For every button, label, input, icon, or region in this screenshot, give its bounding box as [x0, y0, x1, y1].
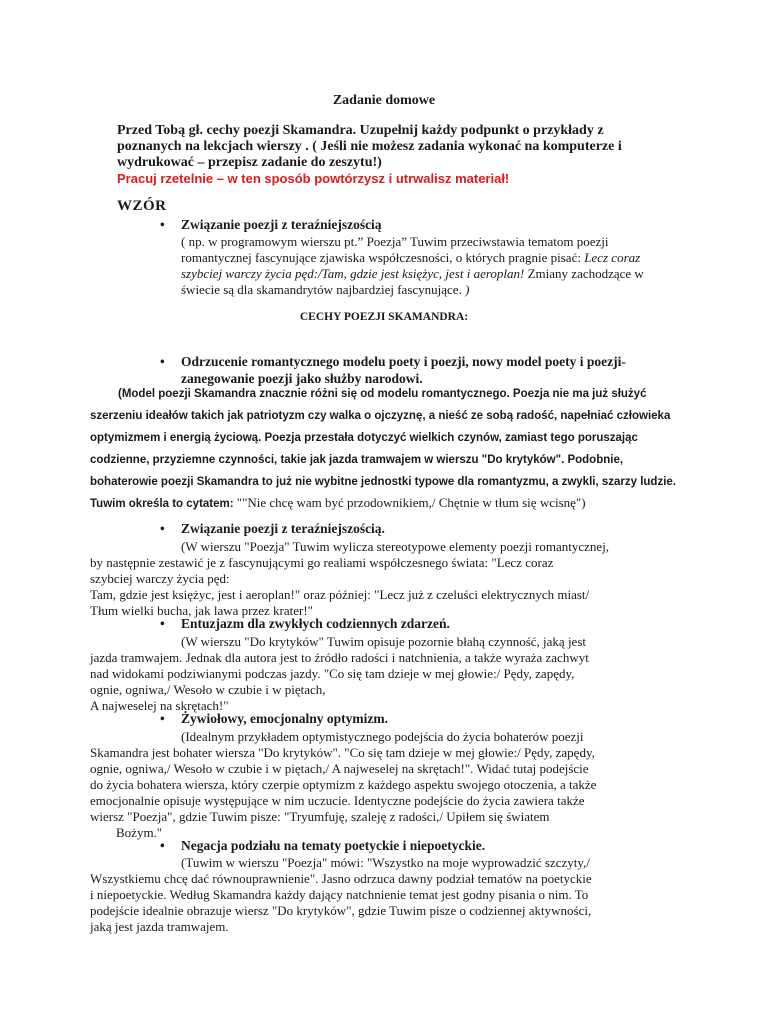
bullet-icon: •	[160, 616, 165, 631]
item-5-heading: • Negacja podziału na tematy poetyckie i niepoetyckie.	[160, 838, 486, 853]
text-line: do życia bohatera wiersza, który czerpie optymizm z każdego aspektu swojego otoczenia, a także	[90, 777, 597, 792]
text-line: A najweselej na skrętach!"	[90, 698, 229, 713]
text-line: i niepoetyckie. Według Skamandra każdy dający natchnienie temat jest godny pisania o nim. To	[90, 887, 589, 902]
text-line: (W wierszu "Do krytyków" Tuwim opisuje pozornie błahą czynność, jaką jest	[181, 634, 586, 649]
bullet-icon: •	[160, 354, 165, 369]
example-label: WZÓR	[117, 198, 167, 214]
text-line: (W wierszu "Poezja" Tuwim wylicza stereotypowe elementy poezji romantycznej,	[181, 539, 610, 554]
text-line: (Tuwim w wierszu "Poezja" mówi: "Wszystko na moje wyprowadzić szczyty,/	[181, 855, 590, 870]
text-line: emocjonalnie opisuje występujące w nim uczucie. Identyczne podejście do życia zawiera także	[90, 793, 585, 808]
bullet-icon: •	[160, 521, 165, 536]
text-line: podejście idealnie obrazuje wiersz "Do krytyków", gdzie Tuwim pisze o codziennej aktywności,	[90, 903, 592, 918]
bullet-icon: •	[160, 838, 165, 853]
example-text: ( np. w programowym wierszu pt.” Poezja” Tuwim przeciwstawia tematom poezji romantycznej fascynujące zjawiska współczesności, o których pragnie pisać: Lecz coraz szybciej warczy życia pęd:/Tam, gdzie jest księżyc, jest i aeroplan! Zmiany zachodzące w świecie są dla skamandrytów najbardziej fascynujące. )	[181, 234, 644, 297]
text-line: szybciej warczy życia pęd:	[90, 571, 230, 586]
text-line: ognie, ogniwa,/ Wesoło w czubie i w piętach,	[90, 682, 326, 697]
page-title: Zadanie domowe	[332, 93, 436, 108]
item-5-text	[90, 855, 690, 935]
text-line: Bożym."	[116, 825, 163, 840]
warning-text: Pracuj rzetelnie – w ten sposób powtórzysz i utrwalisz materiał!	[117, 171, 510, 186]
text-line: Tłum wielki bucha, jak lawa przez krater!"	[90, 603, 313, 618]
text-line: wiersz "Poezja", gdzie Tuwim pisze: "Tryumfuję, szaleję z radości,/ Upiłem się światem	[90, 809, 550, 824]
text-line: nad widokami podziwianymi podczas jazdy. "Co się tam dzieje w mej głowie:/ Pędy, zapędy,	[90, 666, 575, 681]
text-line: jazda tramwajem. Jednak dla autora jest to źródło radości i natchnienia, a także wyraża zachwyt	[90, 650, 589, 665]
text-line: Wszystkiemu chcę dać równouprawnienie". Jasno odrzuca dawny podział tematów na poetyckie	[90, 871, 592, 886]
item-2-text	[90, 539, 690, 619]
text-line: jaką jest jazda tramwajem.	[90, 919, 229, 934]
text-line: Tam, gdzie jest księżyc, jest i aeroplan!" oraz później: "Lecz już z czeluści elektrycznych miast/	[90, 587, 590, 602]
item-4-text	[90, 729, 690, 841]
item-1-heading: • Odrzucenie romantycznego modelu poety i poezji, nowy model poety i poezji- zanegowanie poezji jako służby narodowi.	[160, 354, 626, 386]
item-1-text: (Model poezji Skamandra znacznie różni się od modelu romantycznego. Poezja nie ma już służyć szerzeniu ideałów takich jak patriotyzm czy walka o ojczyznę, a nieść ze sobą radość, napełniać człowieka optymizmem i energią życiową. Poezja przestała dotyczyć wielkich czynów, zamiast tego poruszając codzienne, przyziemne czynności, takie jak jazda tramwajem w wierszu "Do krytyków". Podobnie, bohaterowie poezji Skamandra to już nie wybitne jednostki typowe dla romantyzmu, a zwykli, szarzy ludzie. Tuwim określa to cytatem: ""Nie chcę wam być przodownikiem,/ Chętnie w tłum się wcisnę")	[90, 388, 676, 510]
example-heading: • Związanie poezji z teraźniejszością	[160, 217, 382, 232]
text-line: ognie, ogniwa,/ Wesoło w czubie i w piętach,/ A najweselej na skrętach!". Widać tutaj podejście	[90, 761, 589, 776]
bullet-icon: •	[160, 711, 165, 726]
text-line: (Idealnym przykładem optymistycznego podejścia do życia bohaterów poezji	[181, 729, 584, 744]
section-title: CECHY POEZJI SKAMANDRA:	[299, 311, 469, 323]
text-line: Skamandra jest bohater wiersza "Do krytyków". "Co się tam dzieje w mej głowie:/ Pędy, zapędy,	[90, 745, 595, 760]
bullet-icon: •	[160, 217, 165, 232]
item-3-text	[90, 634, 690, 714]
intro-instructions: Przed Tobą gł. cechy poezji Skamandra. Uzupełnij każdy podpunkt o przykłady z poznanych na lekcjach wierszy . ( Jeśli nie możesz zadania wykonać na komputerze i wydrukować – przepisz zadanie do zeszytu!)	[117, 123, 622, 170]
text-line: by następnie zestawić je z fascynującymi go realiami współczesnego świata: "Lecz coraz	[90, 555, 554, 570]
item-3-heading: • Entuzjazm dla zwykłych codziennych zdarzeń.	[160, 616, 450, 631]
item-4-heading: • Żywiołowy, emocjonalny optymizm.	[160, 711, 388, 726]
item-2-heading: • Związanie poezji z teraźniejszością.	[160, 521, 385, 536]
